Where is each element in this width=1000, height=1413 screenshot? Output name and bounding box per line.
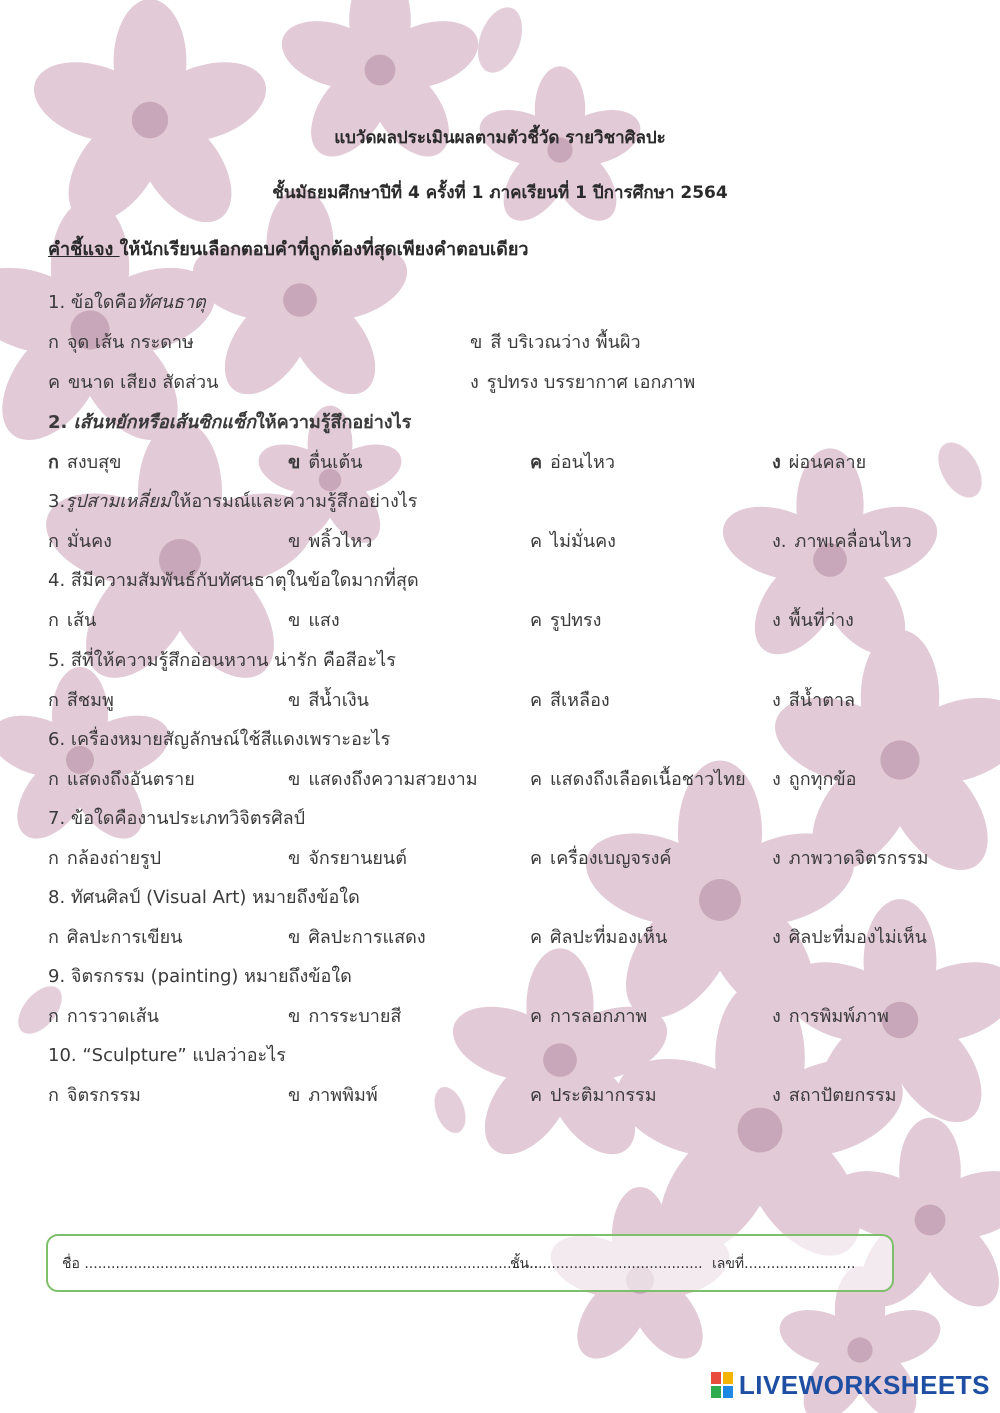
q6-option-3[interactable]: [530, 764, 746, 793]
option-letter: ข: [288, 610, 301, 631]
option-text: ภาพพิมพ์: [308, 1085, 378, 1106]
q5-option-1[interactable]: [48, 685, 114, 714]
option-text: ตื่นเต้น: [308, 452, 363, 473]
question-text-rest: ให้ความรู้สึกอย่างไร: [256, 412, 412, 433]
option-letter: ข: [470, 332, 483, 353]
option-text: ภาพวาดจิตรกรรม: [788, 848, 929, 869]
option-text: สีน้ำเงิน: [308, 690, 369, 711]
question-number: 5.: [48, 650, 71, 671]
question-2: [48, 407, 411, 436]
q2-option-4[interactable]: [772, 447, 866, 476]
question-6: [48, 724, 390, 753]
option-text: แสดงถึงความสวยงาม: [308, 769, 478, 790]
option-letter: ง: [772, 1006, 781, 1027]
q8-option-2[interactable]: [288, 922, 426, 951]
q7-option-4[interactable]: [772, 843, 929, 872]
option-letter: ค: [530, 610, 543, 631]
q5-option-2[interactable]: [288, 685, 369, 714]
option-letter: ง: [772, 610, 781, 631]
question-4: [48, 565, 419, 594]
question-emphasis: ทัศนธาตุ: [137, 292, 206, 313]
class-field[interactable]: ชั้น.......................................: [510, 1256, 703, 1272]
q10-option-4[interactable]: [772, 1080, 897, 1109]
q3-option-3[interactable]: [530, 526, 616, 555]
option-letter: ข: [288, 1006, 301, 1027]
option-letter: ค: [530, 1006, 543, 1027]
option-text: มั่นคง: [66, 531, 112, 552]
option-letter: ค: [530, 690, 543, 711]
option-text: ศิลปะการแสดง: [308, 927, 426, 948]
option-text: แสดงถึงเลือดเนื้อชาวไทย: [550, 769, 746, 790]
option-text: การระบายสี: [308, 1006, 402, 1027]
option-letter: ค: [530, 927, 543, 948]
q8-option-1[interactable]: [48, 922, 182, 951]
option-letter: ง: [772, 1085, 781, 1106]
liveworksheets-logo: [711, 1369, 990, 1401]
question-text: สีมีความสัมพันธ์กับทัศนธาตุในข้อใดมากที่สุด: [70, 570, 419, 591]
q7-option-3[interactable]: [530, 843, 671, 872]
instruction: [48, 234, 529, 263]
option-text: ภาพเคลื่อนไหว: [794, 531, 912, 552]
option-text: เครื่องเบญจรงค์: [550, 848, 672, 869]
option-letter: ก: [48, 452, 59, 473]
liveworksheets-brand: LIVEWORKSHEETS: [738, 1369, 990, 1400]
option-letter: ค: [530, 452, 543, 473]
question-number: 1.: [48, 292, 71, 313]
question-9: [48, 961, 352, 990]
q10-option-3[interactable]: [530, 1080, 657, 1109]
option-text: จักรยานยนต์: [308, 848, 407, 869]
option-letter: ข: [288, 452, 301, 473]
question-3: [48, 486, 417, 515]
liveworksheets-logo-icon: [711, 1372, 733, 1398]
q9-option-3[interactable]: [530, 1001, 647, 1030]
q1-option-2[interactable]: [470, 327, 641, 356]
q2-option-1[interactable]: [48, 447, 121, 476]
q8-option-3[interactable]: [530, 922, 667, 951]
name-field[interactable]: ชื่อ ......................................................................................................: [62, 1256, 539, 1272]
q1-option-4[interactable]: [470, 367, 695, 396]
option-text: ถูกทุกข้อ: [788, 769, 857, 790]
q5-option-3[interactable]: [530, 685, 610, 714]
question-number: 7.: [48, 808, 71, 829]
q4-option-1[interactable]: [48, 605, 96, 634]
question-emphasis: เส้นหยักหรือเส้นซิกแซ็ก: [73, 412, 257, 433]
option-text: การพิมพ์ภาพ: [788, 1006, 889, 1027]
q6-option-4[interactable]: [772, 764, 856, 793]
option-text: อ่อนไหว: [550, 452, 615, 473]
option-text: สีชมพู: [66, 690, 114, 711]
option-text: รูปทรง บรรยากาศ เอกภาพ: [486, 372, 696, 393]
q2-option-2[interactable]: [288, 447, 362, 476]
q9-option-2[interactable]: [288, 1001, 401, 1030]
question-number: 6.: [48, 729, 71, 750]
option-letter: ก: [48, 690, 59, 711]
question-number: 10.: [48, 1045, 83, 1066]
option-text: ผ่อนคลาย: [788, 452, 867, 473]
option-letter: ค: [530, 848, 543, 869]
option-letter: ข: [288, 1085, 301, 1106]
question-text: เครื่องหมายสัญลักษณ์ใช้สีแดงเพราะอะไร: [70, 729, 391, 750]
question-number: 8.: [48, 887, 71, 908]
option-text: ไม่มั่นคง: [550, 531, 616, 552]
number-field[interactable]: เลขที่.........................: [712, 1256, 856, 1272]
option-text: พื้นที่ว่าง: [788, 610, 854, 631]
q4-option-2[interactable]: [288, 605, 340, 634]
option-text: สถาปัตยกรรม: [788, 1085, 897, 1106]
question-text: ทัศนศิลป์ (Visual Art) หมายถึงข้อใด: [70, 887, 360, 908]
instruction-lead: คำชี้แจง: [48, 239, 120, 260]
question-text: สีที่ให้ความรู้สึกอ่อนหวาน น่ารัก คือสีอะไร: [70, 650, 396, 671]
option-text: รูปทรง: [550, 610, 602, 631]
q6-option-1[interactable]: [48, 764, 195, 793]
q2-option-3[interactable]: [530, 447, 615, 476]
option-text: แสดงถึงอันตราย: [66, 769, 195, 790]
question-5: [48, 645, 396, 674]
question-text: จิตรกรรม (painting) หมายถึงข้อใด: [70, 966, 352, 987]
option-text: สีน้ำตาล: [788, 690, 856, 711]
option-letter: ง: [772, 927, 781, 948]
option-letter: ข: [288, 927, 301, 948]
option-text: สี บริเวณว่าง พื้นผิว: [490, 332, 641, 353]
q10-option-1[interactable]: [48, 1080, 141, 1109]
question-text: ข้อใดคือ: [70, 292, 138, 313]
q3-option-4[interactable]: [772, 526, 912, 555]
q1-option-1[interactable]: [48, 327, 194, 356]
q7-option-1[interactable]: [48, 843, 161, 872]
q9-option-1[interactable]: [48, 1001, 159, 1030]
option-letter: ก: [48, 332, 59, 353]
question-text: “Sculpture” แปลว่าอะไร: [82, 1045, 286, 1066]
q10-option-2[interactable]: [288, 1080, 378, 1109]
q8-option-4[interactable]: [772, 922, 927, 951]
option-letter: ก: [48, 610, 59, 631]
option-text: สงบสุข: [66, 452, 122, 473]
option-letter: ง: [470, 372, 479, 393]
question-emphasis: รูปสามเหลี่ยม: [65, 491, 171, 512]
q4-option-3[interactable]: [530, 605, 601, 634]
question-7: [48, 803, 305, 832]
option-letter: ง: [772, 452, 781, 473]
question-text-rest: ให้อารมณ์และความรู้สึกอย่างไร: [170, 491, 418, 512]
option-text: กล้องถ่ายรูป: [66, 848, 162, 869]
worksheet-subtitle: ชั้นมัธยมศึกษาปีที่ 4 ครั้งที่ 1 ภาคเรียนที่ 1 ปีการศึกษา 2564: [272, 183, 728, 203]
option-letter: ค: [530, 531, 543, 552]
option-letter: ค: [530, 769, 543, 790]
option-letter: ง: [772, 848, 781, 869]
option-letter: ก: [48, 769, 59, 790]
q5-option-4[interactable]: [772, 685, 855, 714]
option-text: จุด เส้น กระดาษ: [66, 332, 194, 353]
question-number: 4.: [48, 570, 71, 591]
q7-option-2[interactable]: [288, 843, 407, 872]
q3-option-1[interactable]: [48, 526, 112, 555]
option-letter: ง: [772, 690, 781, 711]
option-letter: ก: [48, 927, 59, 948]
option-letter: ง.: [772, 531, 787, 552]
option-text: การวาดเส้น: [66, 1006, 159, 1027]
option-letter: ข: [288, 690, 301, 711]
option-text: เส้น: [66, 610, 97, 631]
option-letter: ก: [48, 531, 59, 552]
option-text: ศิลปะการเขียน: [66, 927, 183, 948]
option-text: จิตรกรรม: [66, 1085, 141, 1106]
option-letter: ข: [288, 769, 301, 790]
option-letter: ข: [288, 531, 301, 552]
option-text: สีเหลือง: [550, 690, 610, 711]
instruction-text: ให้นักเรียนเลือกตอบคำที่ถูกต้องที่สุดเพียงคำตอบเดียว: [119, 239, 529, 260]
option-text: พลิ้วไหว: [308, 531, 373, 552]
option-text: ศิลปะที่มองเห็น: [550, 927, 668, 948]
q1-option-3[interactable]: [48, 367, 218, 396]
question-number: 2.: [48, 412, 74, 433]
option-text: แสง: [308, 610, 340, 631]
option-text: การลอกภาพ: [550, 1006, 648, 1027]
q9-option-4[interactable]: [772, 1001, 889, 1030]
option-letter: ง: [772, 769, 781, 790]
option-letter: ข: [288, 848, 301, 869]
option-text: ขนาด เสียง สัดส่วน: [68, 372, 219, 393]
question-10: [48, 1040, 286, 1069]
q6-option-2[interactable]: [288, 764, 478, 793]
option-letter: ก: [48, 1006, 59, 1027]
q3-option-2[interactable]: [288, 526, 372, 555]
option-letter: ค: [530, 1085, 543, 1106]
student-info-box: [46, 1234, 894, 1292]
option-letter: ค: [48, 372, 61, 393]
question-number: 3.: [48, 491, 66, 512]
option-letter: ก: [48, 848, 59, 869]
option-text: ศิลปะที่มองไม่เห็น: [788, 927, 927, 948]
worksheet-title: แบวัดผลประเมินผลตามตัวชี้วัด รายวิชาศิลปะ: [334, 128, 666, 148]
q4-option-4[interactable]: [772, 605, 854, 634]
question-8: [48, 882, 360, 911]
option-letter: ก: [48, 1085, 59, 1106]
question-number: 9.: [48, 966, 71, 987]
question-1: [48, 287, 206, 316]
option-text: ประติมากรรม: [550, 1085, 657, 1106]
question-text: ข้อใดคืองานประเภทวิจิตรศิลป์: [70, 808, 306, 829]
